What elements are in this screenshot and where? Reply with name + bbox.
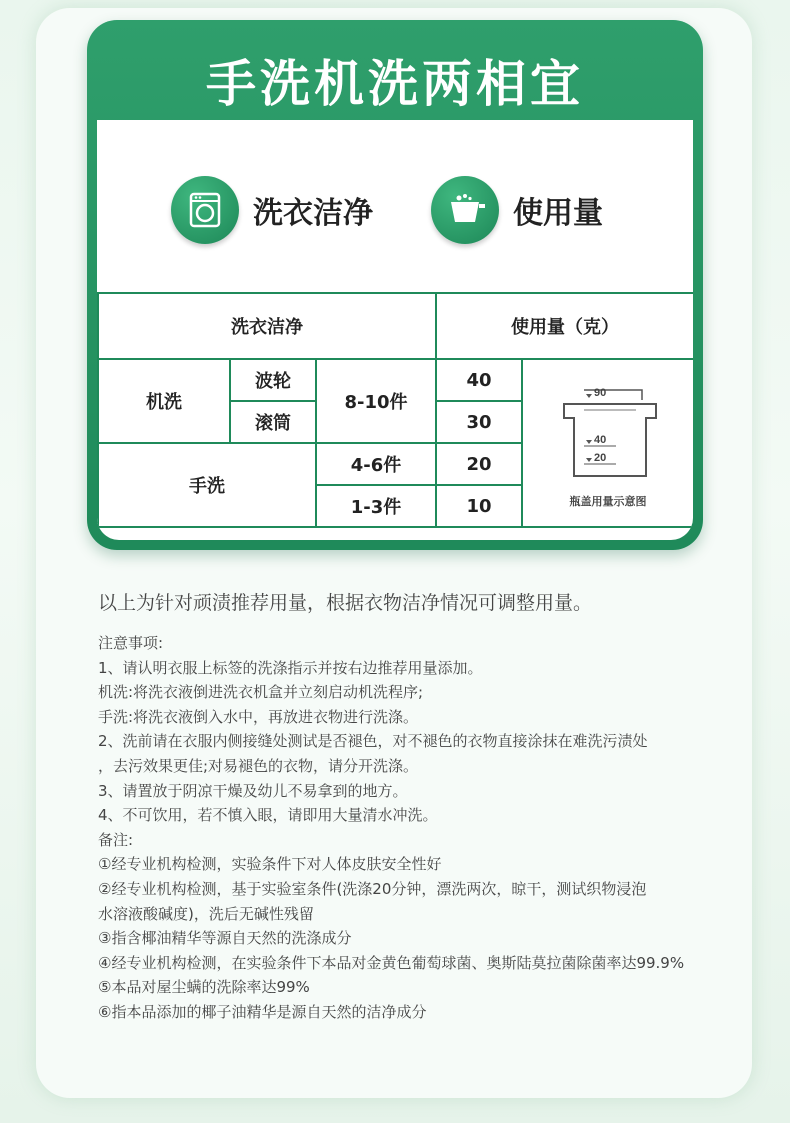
amount-cell: 10 (436, 485, 522, 527)
feature-dosage-label: 使用量 (513, 196, 603, 231)
table-row (98, 359, 693, 401)
cap-mark-90: 90 (594, 387, 607, 399)
note-line: ②经专业机构检测，基于实验室条件(洗涤20分钟，漂洗两次，晾干，测试织物浸泡 (98, 879, 647, 898)
note-line: 手洗:将洗衣液倒入水中，再放进衣物进行洗涤。 (98, 707, 419, 726)
header-cell-dosage: 使用量（克） (436, 293, 693, 359)
pieces-cell: 4-6件 (316, 443, 436, 485)
note-line: 2、洗前请在衣服内侧接缝处测试是否褪色，对不褪色的衣物直接涂抹在难洗污渍处 (98, 732, 648, 751)
note-line: 机洗:将洗衣液倒进洗衣机盒并立刻启动机洗程序; (98, 683, 424, 702)
note-line: ④经专业机构检测，在实验条件下本品对金黄色葡萄球菌、奥斯陆莫拉菌除菌率达99.9% (98, 953, 685, 972)
cap-diagram-cell (522, 359, 693, 527)
note-line: ③指含椰油精华等源自天然的洗涤成分 (98, 929, 352, 948)
machine-wash-cell: 机洗 (98, 359, 230, 443)
feature-row (97, 120, 693, 292)
feature-clean (171, 175, 373, 245)
remarks-heading: 备注: (98, 830, 134, 849)
dosage-table (97, 292, 693, 528)
cap-diagram (524, 360, 692, 520)
note-line: ，去污效果更佳;对易褪色的衣物，请分开洗涤。 (98, 756, 419, 775)
cap-mark-40: 40 (594, 434, 607, 446)
amount-cell: 30 (436, 401, 522, 443)
amount-cell: 40 (436, 359, 522, 401)
note-line: ①经专业机构检测，实验条件下对人体皮肤安全性好 (98, 855, 442, 874)
hand-wash-cell: 手洗 (98, 443, 316, 527)
note-line: ⑥指本品添加的椰子油精华是源自天然的洁净成分 (98, 1002, 427, 1021)
panel-title: 手洗机洗两相宜 (206, 55, 584, 113)
usage-panel-body (97, 120, 693, 540)
cap-mark-20: 20 (594, 452, 607, 464)
pieces-cell: 8-10件 (316, 359, 436, 443)
note-line: ⑤本品对屋尘螨的洗除率达99% (98, 978, 310, 997)
note-line: 1、请认明衣服上标签的洗涤指示并按右边推荐用量添加。 (98, 658, 483, 677)
note-line: 水溶液酸碱度)，洗后无碱性残留 (98, 904, 314, 923)
note-line: 4、不可饮用，若不慎入眼，请即用大量清水冲洗。 (98, 806, 438, 825)
note-line: 3、请置放于阴凉干燥及幼儿不易拿到的地方。 (98, 781, 408, 800)
summary-text: 以上为针对顽渍推荐用量，根据衣物洁净情况可调整用量。 (98, 592, 593, 614)
table-header-row (98, 293, 693, 359)
wash-type-cell: 滚筒 (230, 401, 316, 443)
pieces-cell: 1-3件 (316, 485, 436, 527)
measuring-cup-icon (431, 176, 499, 244)
washing-machine-icon (171, 176, 239, 244)
wash-type-cell: 波轮 (230, 359, 316, 401)
feature-clean-label: 洗衣洁净 (253, 196, 373, 231)
notes-heading: 注意事项: (98, 634, 164, 652)
cap-caption: 瓶盖用量示意图 (569, 495, 647, 508)
header-cell-clean: 洗衣洁净 (98, 293, 436, 359)
amount-cell: 20 (436, 443, 522, 485)
notes-section (98, 631, 718, 1025)
usage-panel (87, 20, 703, 550)
feature-dosage (431, 175, 603, 245)
